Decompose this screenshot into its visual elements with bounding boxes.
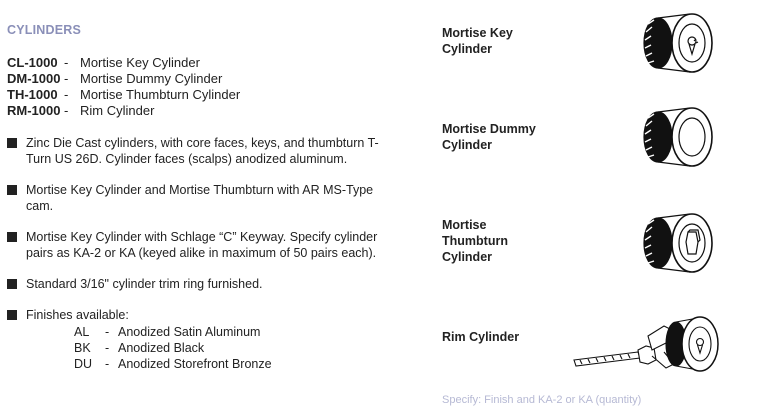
- product-label-key: Mortise Key Cylinder: [442, 26, 513, 56]
- finish-name: Anodized Black: [118, 341, 205, 355]
- feature-text: Finishes available:: [26, 308, 129, 322]
- model-code: TH-1000: [7, 87, 58, 102]
- finish-list: [26, 324, 397, 372]
- model-row: [7, 71, 240, 87]
- feature-list: [7, 135, 397, 372]
- model-code: CL-1000: [7, 55, 58, 70]
- finish-dash: -: [105, 325, 110, 339]
- model-list: [7, 55, 240, 119]
- model-name: Mortise Dummy Cylinder: [80, 71, 223, 86]
- model-row: [7, 103, 240, 119]
- mortise-key-cylinder-icon: [638, 10, 718, 76]
- finish-dash: -: [105, 357, 110, 371]
- model-code: DM-1000: [7, 71, 61, 86]
- bullet-square-icon: [7, 185, 17, 195]
- finish-code: BK: [74, 341, 91, 355]
- feature-bullet: [7, 276, 397, 292]
- model-name: Rim Cylinder: [80, 103, 155, 118]
- model-row: [7, 87, 240, 103]
- model-code: RM-1000: [7, 103, 61, 118]
- model-row: [7, 55, 240, 71]
- model-name: Mortise Thumbturn Cylinder: [80, 87, 241, 102]
- feature-text: Standard 3/16" cylinder trim ring furnished.: [26, 277, 263, 291]
- specify-note: Specify: Finish and KA-2 or KA (quantity): [442, 394, 642, 406]
- model-dash: -: [64, 71, 69, 86]
- bullet-square-icon: [7, 232, 17, 242]
- finish-row: [26, 356, 397, 372]
- product-label-dummy: Mortise Dummy Cylinder: [442, 122, 536, 152]
- rim-cylinder-icon: [568, 306, 728, 382]
- model-dash: -: [64, 55, 69, 70]
- feature-text: Zinc Die Cast cylinders, with core faces, keys, and thumbturn T-Turn US 26D. Cylinder faces (scalps) anodized aluminum.: [26, 136, 379, 166]
- finish-code: DU: [74, 357, 93, 371]
- model-dash: -: [64, 87, 69, 102]
- finish-row: [26, 340, 397, 356]
- finish-name: Anodized Satin Aluminum: [118, 325, 261, 339]
- feature-bullet: [7, 182, 397, 214]
- feature-text: Mortise Key Cylinder with Schlage “C” Keyway. Specify cylinder pairs as KA-2 or KA (keyed alike in maximum of 50 pairs each).: [26, 230, 378, 260]
- bullet-square-icon: [7, 138, 17, 148]
- section-title: CYLINDERS: [7, 23, 82, 37]
- bullet-square-icon: [7, 310, 17, 320]
- feature-text: Mortise Key Cylinder and Mortise Thumbturn with AR MS-Type cam.: [26, 183, 374, 213]
- product-label-rim: Rim Cylinder: [442, 330, 520, 344]
- model-dash: -: [64, 103, 69, 118]
- finish-dash: -: [105, 341, 110, 355]
- finish-name: Anodized Storefront Bronze: [118, 357, 272, 371]
- bullet-square-icon: [7, 279, 17, 289]
- finish-row: [26, 324, 397, 340]
- mortise-thumbturn-cylinder-icon: [638, 208, 718, 278]
- feature-bullet: [7, 307, 397, 372]
- model-name: Mortise Key Cylinder: [80, 55, 200, 70]
- mortise-dummy-cylinder-icon: [638, 104, 718, 170]
- product-label-thumbturn: Mortise Thumbturn Cylinder: [442, 218, 508, 264]
- feature-bullet: [7, 135, 397, 167]
- finish-code: AL: [74, 325, 90, 339]
- feature-bullet: [7, 229, 397, 261]
